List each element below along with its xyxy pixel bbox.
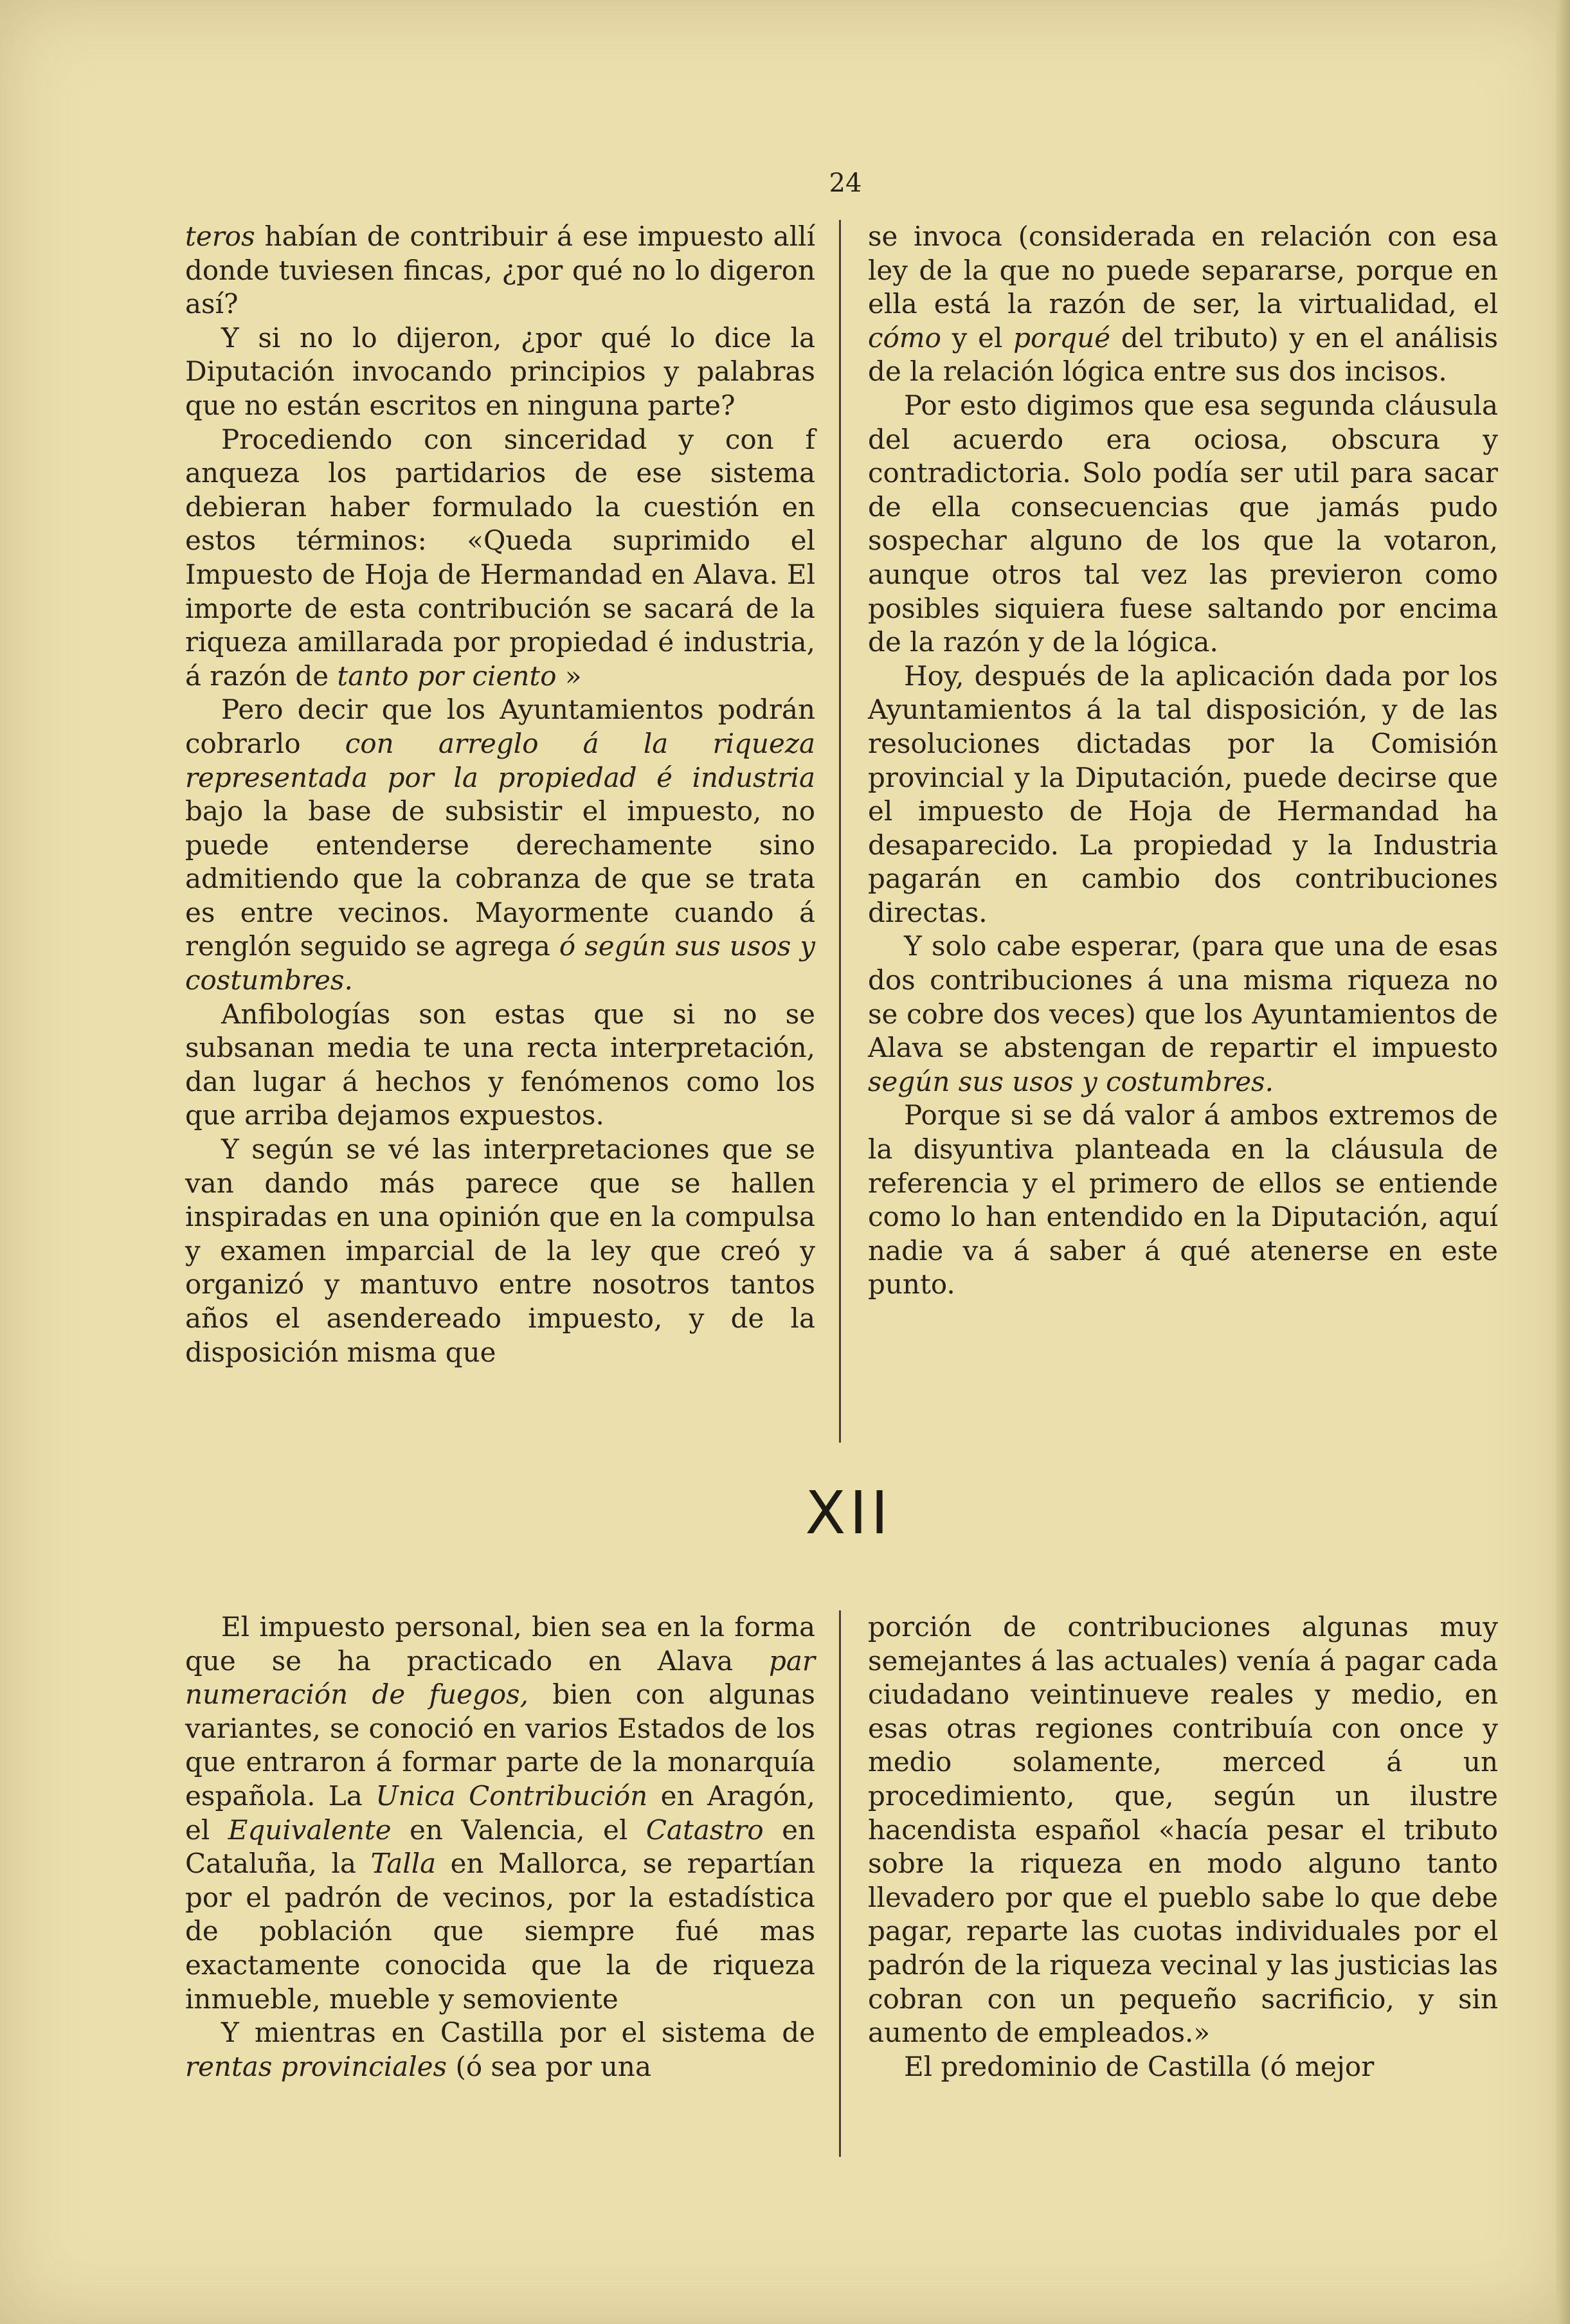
text-run: en Aragón, el	[185, 1779, 815, 1846]
text-run: bien con algunas variantes, se conoció en varios Estados de los que entraron á formar parte de la monarquía española. La	[185, 1679, 815, 1812]
paragraph	[868, 1610, 1498, 2050]
paragraph	[868, 660, 1498, 930]
italic-text: Unica Contribución	[375, 1779, 648, 1812]
text-run: Pero decir que los Ayuntamientos podrán cobrarlo	[185, 694, 815, 759]
text-run: El impuesto personal, bien sea en la forma que se ha practicado en Alava	[185, 1611, 815, 1677]
italic-text: Catastro	[645, 1814, 764, 1846]
italic-text: tanto por ciento	[337, 660, 557, 692]
text-run: del tributo) y en el análisis de la relación lógica entre sus dos incisos.	[868, 321, 1498, 388]
paragraph	[185, 2016, 815, 2084]
text-run: en Cataluña, la	[185, 1814, 816, 1880]
paragraph	[868, 220, 1498, 389]
paragraph	[185, 1133, 815, 1369]
paragraph	[185, 1610, 815, 2016]
text-run: y el	[941, 321, 1014, 354]
text-column-bottom-right	[868, 1610, 1498, 2084]
text-run: porción de contribuciones algunas muy semejantes á las actuales) venía á pagar cada ciudadano veintinueve reales y medio, en esas otras regiones contribuía con once y medio solamente, merced á un procedimiento, que, según un ilustre hacendista español «hacía pesar el tributo sobre la riqueza en modo alguno tanto llevadero por que el pueblo sabe lo que debe pagar, reparte las cuotas individuales por el padrón de la riqueza vecinal y las justicias las cobran con un pequeño sacrificio, y sin aumento de empleados.»	[868, 1611, 1498, 2049]
text-run: »	[556, 660, 582, 692]
text-run: (ó sea por una	[447, 2050, 652, 2082]
paragraph	[185, 693, 815, 997]
text-run: Y mientras en Castilla por el sistema de	[221, 2017, 815, 2049]
text-column-top-left	[185, 220, 815, 1369]
italic-text: par numeración de fuegos,	[185, 1644, 815, 1711]
italic-text: ó según sus usos y costumbres.	[185, 930, 815, 996]
text-run: El predominio de Castilla (ó mejor	[904, 2050, 1375, 2082]
italic-text: Equivalente	[228, 1814, 392, 1846]
text-column-bottom-left	[185, 1610, 815, 2084]
text-run: Y si no lo dijeron, ¿por qué lo dice la Diputación invocando principios y palabras que no están escritos en ninguna parte?	[185, 321, 815, 421]
text-run: se invoca (considerada en relación con esa ley de la que no puede separarse, porque en ella está la razón de ser, la virtualidad, el	[868, 221, 1498, 320]
text-run: Y solo cabe esperar, (para que una de esas dos contribuciones á una misma riqueza no se cobre dos veces) que los Ayuntamientos de Alava se abstengan de repartir el impuesto	[868, 930, 1498, 1064]
italic-text: con arreglo á la riqueza representada por la propiedad é industria	[185, 727, 815, 793]
column-divider-top	[839, 220, 841, 1443]
text-run: bajo la base de subsistir el impuesto, no puede entenderse derechamente sino admitiendo que la cobranza de que se trata es entre vecinos. Mayormente cuando á renglón seguido se agrega	[185, 795, 815, 962]
section-heading: XII	[805, 1479, 892, 1547]
italic-text: rentas provinciales	[185, 2050, 447, 2082]
italic-text: teros	[185, 221, 255, 252]
paragraph	[868, 930, 1498, 1099]
text-column-top-right	[868, 220, 1498, 1302]
italic-text: según sus usos y costumbres.	[868, 1065, 1274, 1097]
paragraph	[868, 2050, 1498, 2084]
text-run: habían de contribuir á ese impuesto allí donde tuviesen fincas, ¿por qué no lo digeron así?	[185, 221, 815, 320]
italic-text: cómo	[868, 321, 941, 354]
text-run: Por esto digimos que esa segunda cláusula del acuerdo era ociosa, obscura y contradictoria. Solo podía ser util para sacar de ella consecuencias que jamás pudo sospechar alguno de los que la votaron, aunque otros tal vez las previeron como posibles siquiera fuese saltando por encima de la razón y de la lógica.	[868, 389, 1498, 658]
italic-text: Talla	[370, 1848, 437, 1880]
text-run: Porque si se dá valor á ambos extremos de la disyuntiva planteada en la cláusula de referencia y el primero de ellos se entiende como lo han entendido en la Diputación, aquí nadie va á saber á qué atenerse en este punto.	[868, 1099, 1498, 1301]
text-run: Y según se vé las interpretaciones que se van dando más parece que se hallen inspiradas en una opinión que en la compulsa y examen imparcial de la ley que creó y organizó y mantuvo entre nosotros tantos años el asendereado impuesto, y de la disposición misma que	[185, 1133, 815, 1368]
paragraph	[185, 998, 815, 1133]
paragraph	[185, 423, 815, 694]
italic-text: porqué	[1013, 321, 1111, 354]
paragraph	[868, 389, 1498, 660]
text-run: Procediendo con sinceridad y con f anqueza los partidarios de ese sistema debieran haber formulado la cuestión en estos términos: «Queda suprimido el Impuesto de Hoja de Hermandad en Alava. El importe de esta contribución se sacará de la riqueza amillarada por propiedad é industria, á razón de	[185, 423, 815, 692]
text-run: Anfibologías son estas que si no se subsanan media te una recta interpretación, dan lugar á hechos y fenómenos como los que arriba dejamos expuestos.	[185, 998, 815, 1131]
paragraph	[868, 1099, 1498, 1302]
column-divider-bottom	[839, 1610, 841, 2157]
text-run: en Valencia, el	[391, 1814, 646, 1846]
paragraph	[185, 220, 815, 321]
text-run: Hoy, después de la aplicación dada por los Ayuntamientos á la tal disposición, y de las resoluciones dictadas por la Comisión provincial y la Diputación, puede decirse que el impuesto de Hoja de Hermandad ha desaparecido. La propiedad y la Industria pagarán en cambio dos contribuciones directas.	[868, 660, 1498, 928]
paragraph	[185, 321, 815, 423]
page-edge	[1556, 0, 1570, 2324]
text-run: en Mallorca, se repartían por el padrón de vecinos, por la estadística de población que siempre fué mas exactamente conocida que la de riqueza inmueble, mueble y semoviente	[185, 1848, 815, 2015]
page-number: 24	[829, 168, 862, 198]
